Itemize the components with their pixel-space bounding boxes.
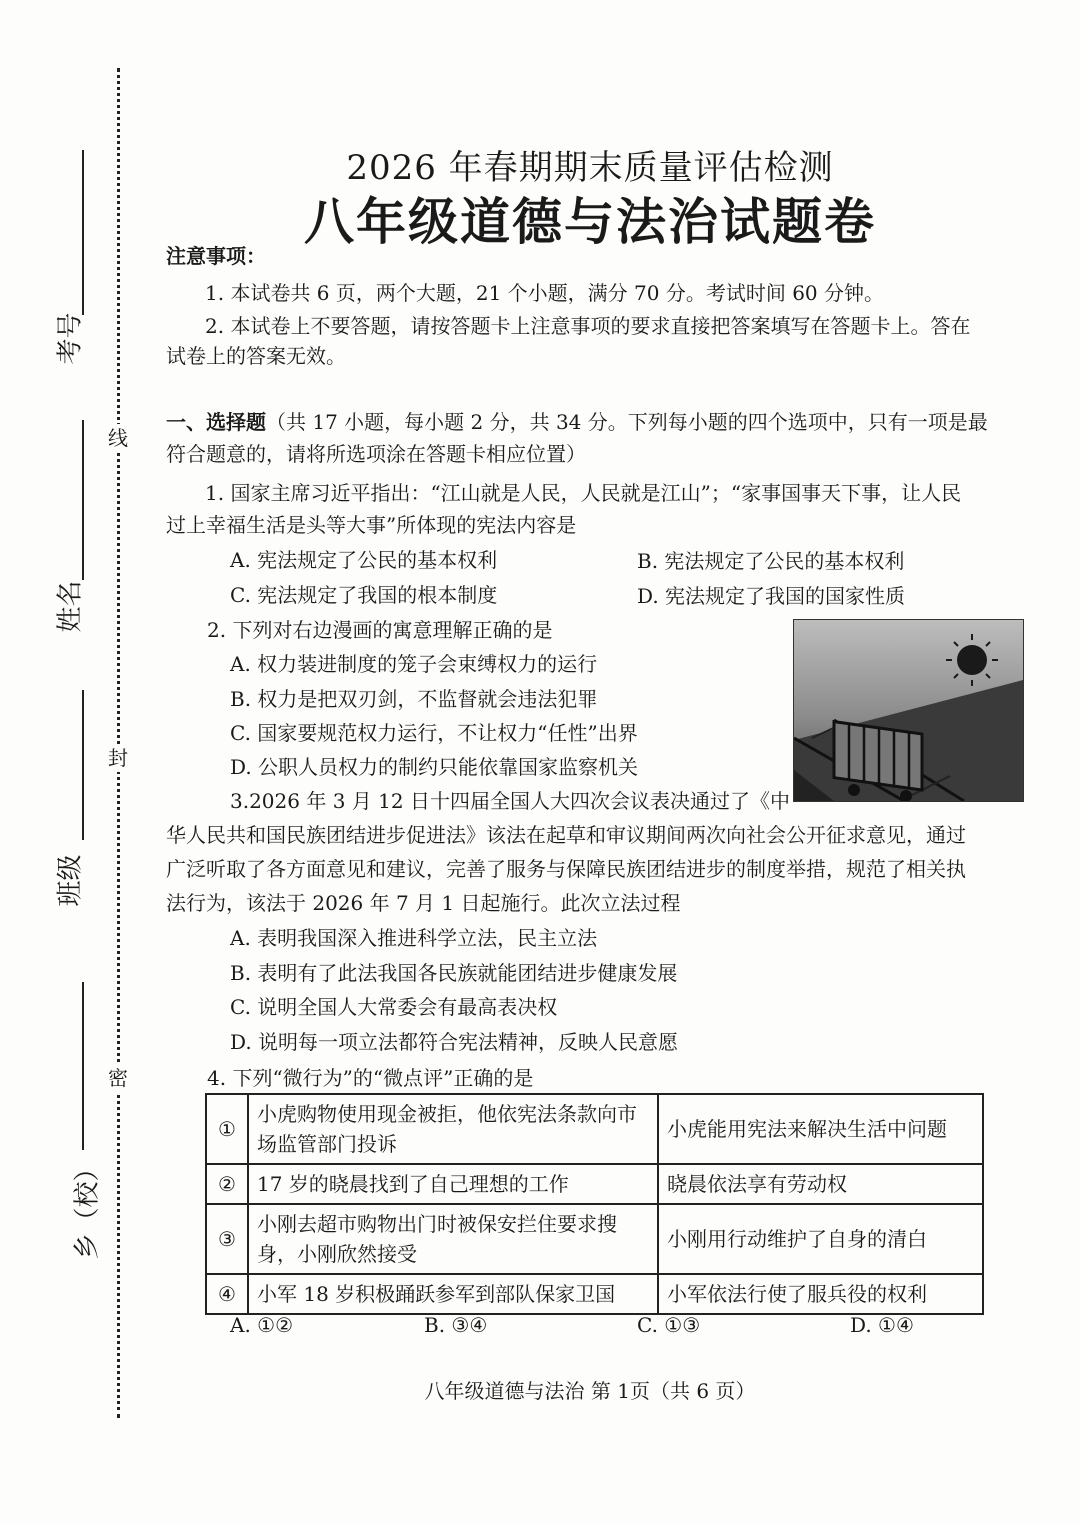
behavior-cell: 小刚去超市购物出门时被保安拦住要求搜身，小刚欣然接受 [248,1204,658,1274]
q3-option-c: C. 说明全国人大常委会有最高表决权 [230,995,558,1019]
row-number: ② [206,1164,248,1204]
seal-char-mi: 密 [104,1064,132,1092]
name-line [82,420,84,580]
q4-stem: 4. 下列“微行为”的“微点评”正确的是 [207,1066,534,1090]
notice-heading: 注意事项： [166,244,266,268]
exam-number-label: 考号 [55,312,86,365]
behavior-cell: 17 岁的晓晨找到了自己理想的工作 [248,1164,658,1204]
table-row [206,1274,983,1314]
school-label: 乡（校） [72,1155,103,1260]
notice-item-1: 1. 本试卷共 6 页，两个大题，21 个小题，满分 70 分。考试时间 60 分钟。 [205,281,885,305]
page-footer: 八年级道德与法治 第 1页（共 6 页） [424,1379,756,1403]
row-number: ① [206,1094,248,1164]
q3-stem-cont-3: 法行为，该法于 2026 年 7 月 1 日起施行。此次立法过程 [166,891,681,915]
section1-desc-cont: 符合题意的，请将所选项涂在答题卡相应位置） [166,442,586,466]
q4-option-a: A. ①② [230,1313,294,1337]
q4-option-c: C. ①③ [637,1313,701,1337]
comment-cell: 晓晨依法享有劳动权 [658,1164,983,1204]
q3-option-b: B. 表明有了此法我国各民族就能团结进步健康发展 [230,961,678,985]
section1-desc: （共 17 小题，每小题 2 分，共 34 分。下列每小题的四个选项中，只有一项是最 [266,410,988,434]
section1-heading: 一、选择题 [166,410,266,434]
cartoon-image [793,619,1024,802]
table-row [206,1094,983,1164]
table-row [206,1164,983,1204]
seal-char-feng: 封 [104,744,132,772]
q2-option-d: D. 公职人员权力的制约只能依靠国家监察机关 [230,755,639,779]
notice-item-2-cont: 试卷上的答案无效。 [166,344,346,368]
row-number: ④ [206,1274,248,1314]
name-label: 姓名 [55,580,86,633]
comment-cell: 小虎能用宪法来解决生活中问题 [658,1094,983,1164]
notice-item-2: 2. 本试卷上不要答题，请按答题卡上注意事项的要求直接把答案填写在答题卡上。答在 [205,314,971,338]
q1-stem-cont: 过上幸福生活是头等大事”所体现的宪法内容是 [166,513,577,537]
row-number: ③ [206,1204,248,1274]
table-row [206,1204,983,1274]
q1-option-a: A. 宪法规定了公民的基本权利 [230,548,498,572]
class-label: 班级 [55,854,86,907]
class-line [82,690,84,840]
comment-cell: 小刚用行动维护了自身的清白 [658,1204,983,1274]
cartoon-drawing [794,620,1023,801]
section1-intro [166,409,988,435]
school-line [82,982,84,1150]
exam-title-line2: 八年级道德与法治试题卷 [304,192,876,251]
q3-option-a: A. 表明我国深入推进科学立法，民主立法 [230,926,598,950]
q1-option-b: B. 宪法规定了公民的基本权利 [637,549,905,573]
q2-stem: 2. 下列对右边漫画的寓意理解正确的是 [207,618,553,642]
q2-option-c: C. 国家要规范权力运行，不让权力“任性”出界 [230,721,638,745]
behavior-cell: 小军 18 岁积极踊跃参军到部队保家卫国 [248,1274,658,1314]
q1-option-d: D. 宪法规定了我国的国家性质 [637,584,906,608]
q4-option-d: D. ①④ [850,1313,914,1337]
comment-cell: 小军依法行使了服兵役的权利 [658,1274,983,1314]
q4-table [205,1093,984,1315]
q3-option-d: D. 说明每一项立法都符合宪法精神，反映人民意愿 [230,1030,679,1054]
q2-option-b: B. 权力是把双刃剑，不监督就会违法犯罪 [230,687,598,711]
q4-option-b: B. ③④ [424,1313,488,1337]
seal-char-xian: 线 [104,424,132,452]
q3-stem: 3.2026 年 3 月 12 日十四届全国人大四次会议表决通过了《中 [230,789,790,813]
q2-option-a: A. 权力装进制度的笼子会束缚权力的运行 [230,652,598,676]
binding-dotted-line [117,68,120,1418]
behavior-cell: 小虎购物使用现金被拒，他依宪法条款向市场监管部门投诉 [248,1094,658,1164]
q3-stem-cont-1: 华人民共和国民族团结进步促进法》该法在起草和审议期间两次向社会公开征求意见，通过 [166,823,966,847]
exam-title-line1: 2026 年春期期末质量评估检测 [346,148,834,188]
q3-stem-cont-2: 广泛听取了各方面意见和建议，完善了服务与保障民族团结进步的制度举措，规范了相关执 [166,857,966,881]
q1-stem: 1. 国家主席习近平指出：“江山就是人民，人民就是江山”；“家事国事天下事，让人民 [205,481,962,505]
q1-option-c: C. 宪法规定了我国的根本制度 [230,583,498,607]
